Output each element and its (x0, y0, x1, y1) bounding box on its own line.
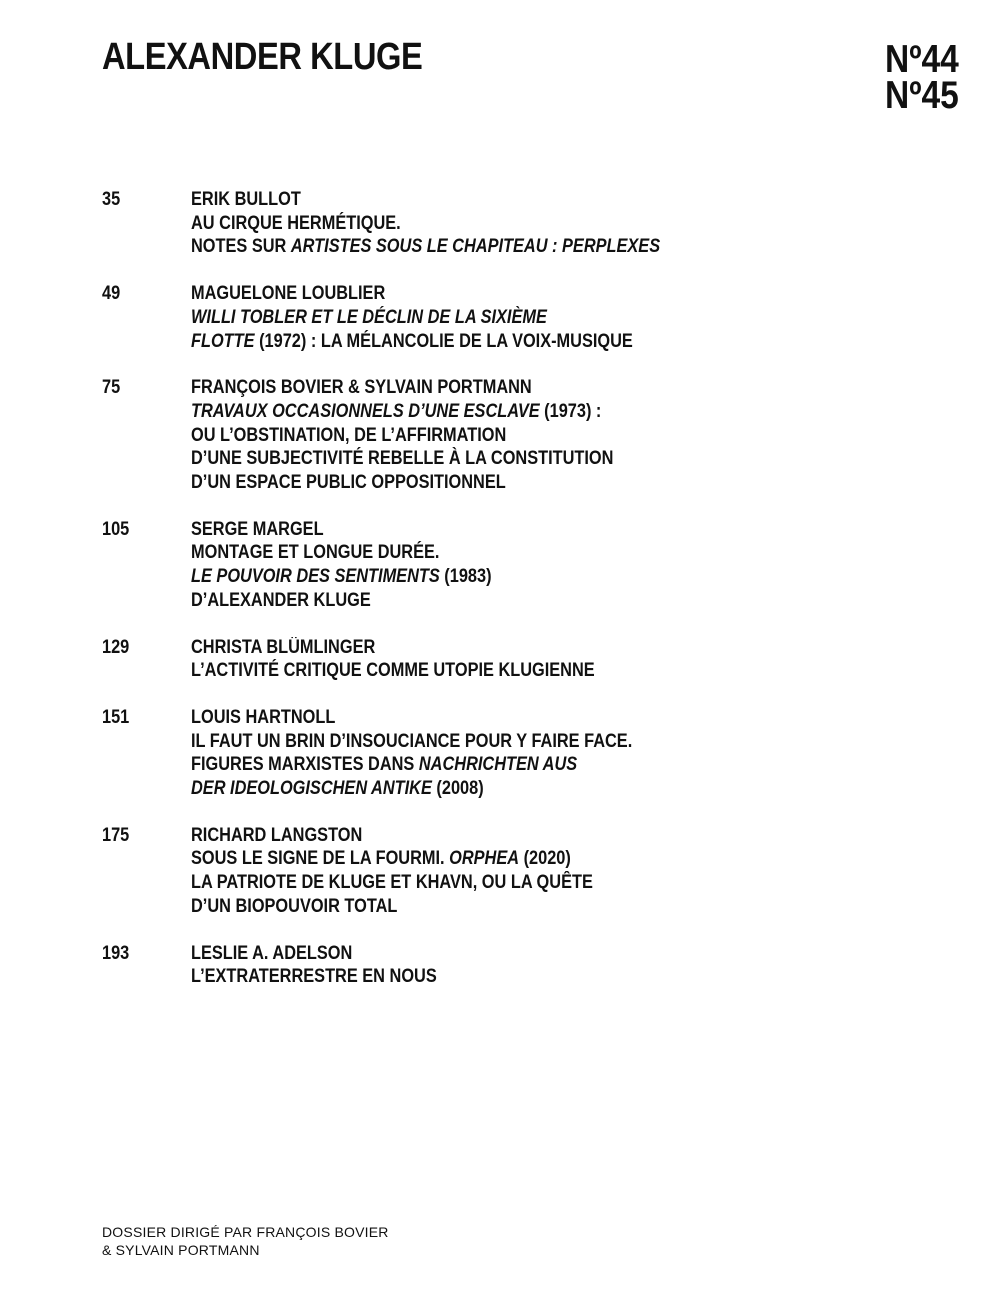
toc-page-number: 75 (102, 377, 121, 399)
issue-number (885, 38, 959, 117)
toc-title-segment: (1972) : LA MÉLANCOLIE DE LA VOIX-MUSIQUE (254, 330, 633, 352)
toc-title-segment: L’ACTIVITÉ CRITIQUE COMME UTOPIE KLUGIENNE (191, 660, 595, 682)
toc-title-line (191, 424, 716, 448)
toc-author: MAGUELONE LOUBLIER (191, 283, 386, 305)
toc-title-line (191, 565, 716, 589)
toc-title-line (191, 471, 716, 495)
toc-title-line (191, 871, 716, 895)
toc-title-line (191, 777, 716, 801)
toc-title-italic: TRAVAUX OCCASIONNELS D’UNE ESCLAVE (191, 400, 540, 422)
toc-title-segment: D’UN BIOPOUVOIR TOTAL (191, 895, 398, 917)
toc-title-italic: NACHRICHTEN AUS (418, 754, 578, 776)
toc-title-segment: D’UNE SUBJECTIVITÉ REBELLE À LA CONSTITUTION (191, 448, 614, 470)
toc-entry-text (191, 636, 802, 683)
toc-title-segment: MONTAGE ET LONGUE DURÉE. (191, 542, 440, 564)
toc-title-segment: IL FAUT UN BRIN D’INSOUCIANCE POUR Y FAIRE FACE. (191, 730, 633, 752)
toc-page-number: 105 (102, 518, 130, 540)
toc-author: FRANÇOIS BOVIER & SYLVAIN PORTMANN (191, 377, 532, 399)
toc-title-italic: LE POUVOIR DES SENTIMENTS (191, 566, 440, 588)
editor-credit (102, 1223, 389, 1259)
toc-entry (102, 518, 802, 613)
table-of-contents (102, 188, 802, 1012)
toc-title-segment: (1983) (439, 566, 492, 588)
toc-title-line (191, 965, 716, 989)
toc-title-line (191, 895, 716, 919)
toc-title-line (191, 753, 716, 777)
page-title: ALEXANDER KLUGE (102, 36, 423, 78)
toc-title-italic: ARTISTES SOUS LE CHAPITEAU : PERPLEXES (290, 236, 661, 258)
toc-author: LOUIS HARTNOLL (191, 706, 336, 728)
toc-title-segment: (2020) (519, 848, 571, 870)
toc-entry-text (191, 942, 802, 989)
toc-entry-text (191, 282, 802, 353)
editor-credit-line-2: & SYLVAIN PORTMANN (102, 1242, 260, 1258)
toc-title-segment: SOUS LE SIGNE DE LA FOURMI. (191, 848, 450, 870)
toc-entry (102, 706, 802, 801)
toc-title-italic: WILLI TOBLER ET LE DÉCLIN DE LA SIXIÈME (191, 306, 547, 328)
toc-title-segment: D’ALEXANDER KLUGE (191, 589, 371, 611)
toc-author: CHRISTA BLÜMLINGER (191, 636, 376, 658)
toc-title-line (191, 306, 716, 330)
toc-title-line (191, 447, 716, 471)
toc-title-line (191, 541, 716, 565)
toc-entry (102, 824, 802, 919)
toc-title-segment: (1973) : (539, 400, 602, 422)
toc-title-segment: L’EXTRATERRESTRE EN NOUS (191, 966, 437, 988)
toc-author: SERGE MARGEL (191, 518, 324, 540)
toc-author: LESLIE A. ADELSON (191, 942, 353, 964)
toc-page-number: 129 (102, 636, 130, 658)
toc-page-number: 175 (102, 824, 130, 846)
toc-title-segment: OU L’OBSTINATION, DE L’AFFIRMATION (191, 424, 507, 446)
toc-author: ERIK BULLOT (191, 189, 301, 210)
toc-title-segment: FIGURES MARXISTES DANS (191, 754, 419, 776)
toc-entry-text (191, 706, 802, 801)
toc-entry-text (191, 188, 802, 259)
toc-title-italic: FLOTTE (191, 330, 255, 352)
toc-entry-text (191, 824, 802, 919)
toc-page-number: 193 (102, 942, 130, 964)
toc-author: RICHARD LANGSTON (191, 824, 363, 846)
toc-page-number: 49 (102, 283, 121, 305)
toc-title-line (191, 400, 716, 424)
toc-entry (102, 188, 802, 259)
toc-entry (102, 636, 802, 683)
toc-title-line (191, 330, 716, 354)
toc-entry (102, 942, 802, 989)
editor-credit-line-1: DOSSIER DIRIGÉ PAR FRANÇOIS BOVIER (102, 1224, 389, 1240)
toc-title-line (191, 212, 716, 236)
toc-title-italic: ORPHEA (449, 848, 520, 870)
toc-title-line (191, 589, 716, 613)
toc-entry-text (191, 518, 802, 613)
toc-title-line (191, 730, 716, 754)
toc-title-line (191, 847, 716, 871)
issue-number-44: Nº44 (885, 38, 959, 81)
toc-entry-text (191, 376, 802, 495)
toc-title-line (191, 659, 716, 683)
toc-title-segment: NOTES SUR (191, 236, 291, 258)
toc-title-italic: DER IDEOLOGISCHEN ANTIKE (191, 778, 432, 800)
toc-entry (102, 282, 802, 353)
toc-title-line (191, 235, 716, 259)
toc-title-segment: (2008) (431, 778, 484, 800)
toc-page-number: 151 (102, 706, 130, 728)
toc-title-segment: D’UN ESPACE PUBLIC OPPOSITIONNEL (191, 472, 506, 494)
toc-title-segment: AU CIRQUE HERMÉTIQUE. (191, 212, 401, 234)
toc-title-segment: LA PATRIOTE DE KLUGE ET KHAVN, OU LA QUÊTE (191, 872, 593, 894)
toc-page-number: 35 (102, 189, 121, 210)
toc-entry (102, 376, 802, 495)
issue-number-45: Nº45 (885, 74, 959, 117)
